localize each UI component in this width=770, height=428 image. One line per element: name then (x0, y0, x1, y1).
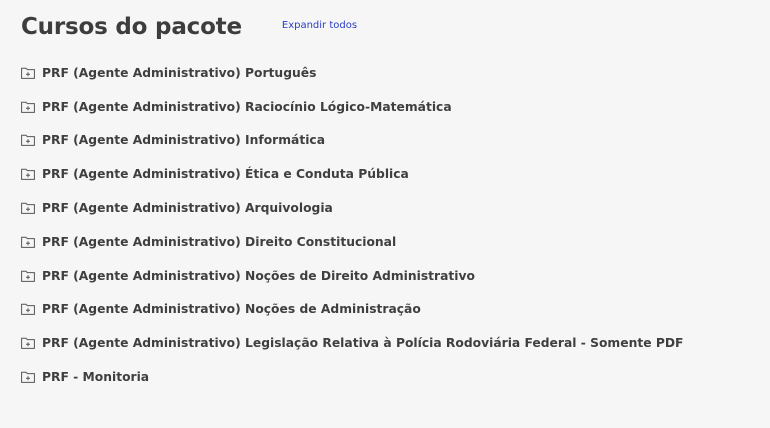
course-label: PRF (Agente Administrativo) Legislação Relativa à Polícia Rodoviária Federal - Somente PDF (42, 336, 684, 351)
course-label: PRF (Agente Administrativo) Noções de Administração (42, 302, 421, 317)
course-label: PRF (Agente Administrativo) Raciocínio Lógico-Matemática (42, 99, 452, 114)
course-item-raciocinio[interactable] (21, 90, 683, 124)
course-item-legislacao-prf[interactable] (21, 326, 683, 360)
course-label: PRF (Agente Administrativo) Informática (42, 133, 326, 148)
course-label: PRF (Agente Administrativo) Arquivologia (42, 201, 333, 216)
folder-plus-icon (21, 168, 35, 180)
course-label: PRF (Agente Administrativo) Noções de Direito Administrativo (42, 268, 475, 283)
page-title: Cursos do pacote (21, 14, 242, 40)
course-item-informatica[interactable] (21, 124, 683, 158)
course-label: PRF - Monitoria (42, 370, 150, 385)
folder-plus-icon (21, 236, 35, 248)
folder-plus-icon (21, 371, 35, 383)
section-header (21, 14, 357, 40)
course-label: PRF (Agente Administrativo) Ética e Conduta Pública (42, 167, 409, 182)
course-label: PRF (Agente Administrativo) Português (42, 65, 317, 80)
course-item-administracao[interactable] (21, 293, 683, 327)
folder-plus-icon (21, 270, 35, 282)
folder-plus-icon (21, 202, 35, 214)
course-item-portugues[interactable] (21, 56, 683, 90)
course-item-direito-constitucional[interactable] (21, 225, 683, 259)
course-item-monitoria[interactable] (21, 360, 683, 394)
folder-plus-icon (21, 337, 35, 349)
expand-all-link[interactable]: Expandir todos (281, 20, 358, 31)
folder-plus-icon (21, 303, 35, 315)
course-list (21, 56, 683, 394)
folder-plus-icon (21, 101, 35, 113)
folder-plus-icon (21, 134, 35, 146)
course-item-direito-administrativo[interactable] (21, 259, 683, 293)
course-item-etica[interactable] (21, 157, 683, 191)
course-label: PRF (Agente Administrativo) Direito Constitucional (42, 234, 397, 249)
folder-plus-icon (21, 67, 35, 79)
course-item-arquivologia[interactable] (21, 191, 683, 225)
